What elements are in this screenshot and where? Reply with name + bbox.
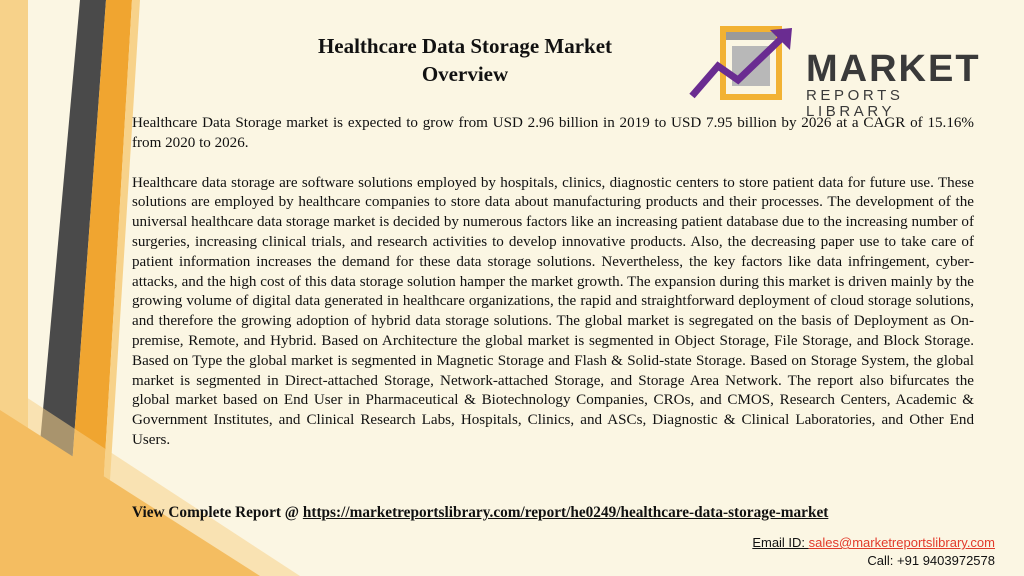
market-reports-library-logo bbox=[688, 22, 988, 120]
report-link[interactable]: https://marketreportslibrary.com/report/he0249/healthcare-data-storage-market bbox=[302, 504, 829, 521]
email-link[interactable]: sales@marketreportslibrary.com bbox=[808, 535, 995, 550]
logo-wordmark: MARKET bbox=[806, 48, 981, 90]
phone-number: Call: +91 9403972578 bbox=[867, 553, 995, 568]
logo-subtitle: REPORTS LIBRARY bbox=[806, 87, 904, 120]
title-line-1: Healthcare Data Storage Market bbox=[317, 34, 613, 58]
email-label: Email ID: bbox=[752, 535, 809, 550]
contact-info bbox=[752, 534, 995, 570]
page-title bbox=[250, 32, 680, 88]
title-line-2: Overview bbox=[421, 62, 509, 86]
overview-body bbox=[132, 114, 974, 471]
logo-chart-icon bbox=[688, 22, 798, 108]
view-report-label: View Complete Report @ bbox=[132, 504, 303, 521]
paragraph-summary: Healthcare Data Storage market is expected to grow from USD 2.96 billion in 2019 to USD 7.95 billion by 2026 at a CAGR of 15.16% from 2020 to 2026. bbox=[132, 115, 974, 151]
view-report-line bbox=[132, 503, 992, 523]
paragraph-details: Healthcare data storage are software solutions employed by hospitals, clinics, diagnostic centers to store patient data for future use. These solutions are employed by healthcare companies to store data about manufacturing products and their processes. The development of the universal healthcare data storage market is decided by numerous factors like an increasing patient database due to the increasing number of surgeries, increasing clinical trials, and research activities to develop innovative products. Also, the decreasing paper use to take care of patient information increases the demand for these data storage solutions. Nevertheless, the key factors like data infringement, cyber-attacks, and the high cost of this data storage solution hamper the market growth. The expansion during this market is driven mainly by the growing volume of digital data generated in healthcare organizations, the rapid and straightforward deployment of cloud storage solutions, and therefore the growing adoption of hybrid data storage solutions. The global market is segregated on the basis of Deployment as On-premise, Remote, and Hybrid. Based on Architecture the global market is segmented in Object Storage, File Storage, and Block Storage. Based on Type the global market is segmented in Magnetic Storage and Flash & Solid-state Storage. Based on Storage System, the global market is segmented in Direct-attached Storage, Network-attached Storage, and Storage Area Network. The report also bifurcates the global market based on End User in Pharmaceutical & Biotechnology Companies, CROs, and CMOS, Research Centers, Academic & Government Institutes, and Clinical Research Labs, Hospitals, Clinics, and ASCs, Diagnostic & Clinical Laboratories, and Other End Users. bbox=[132, 174, 974, 448]
